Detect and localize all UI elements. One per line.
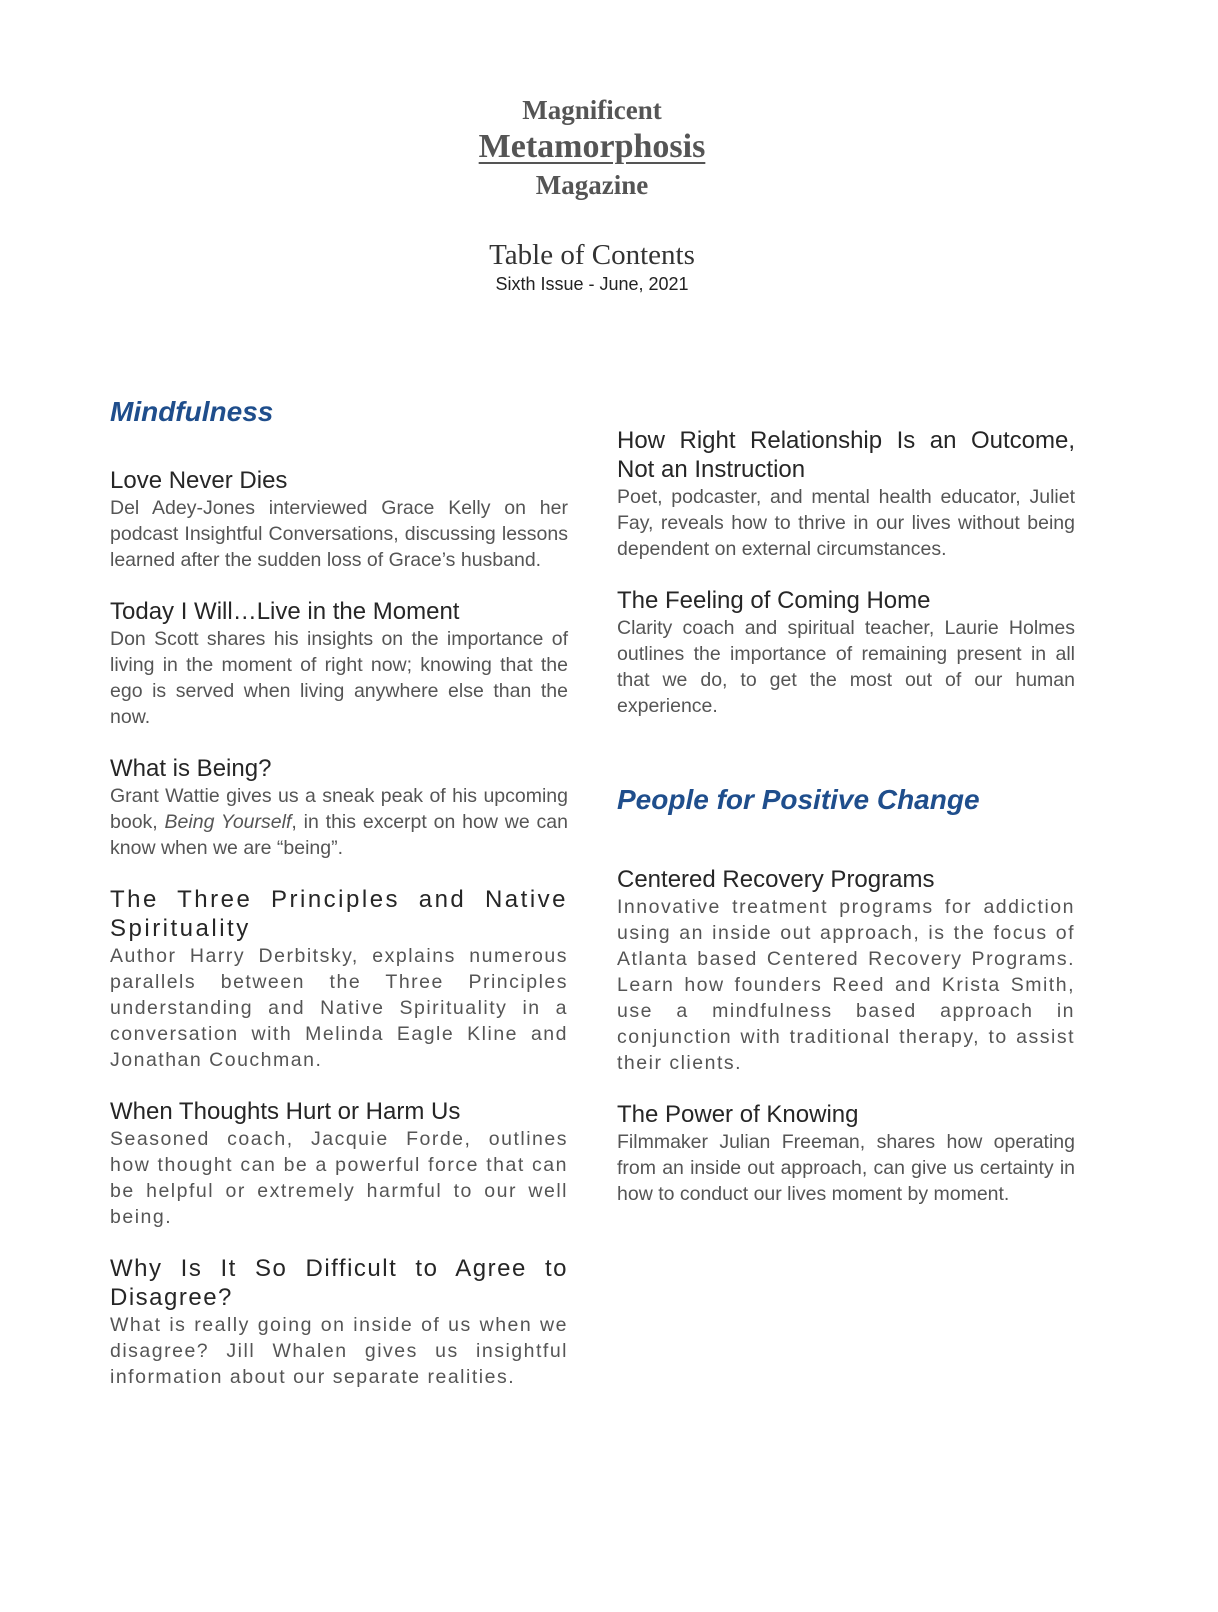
section-heading-people-for-positive-change: People for Positive Change [617,784,980,815]
toc-entry[interactable] [110,1254,568,1390]
entry-title[interactable]: When Thoughts Hurt or Harm Us [110,1098,461,1125]
entry-description: Del Adey-Jones interviewed Grace Kelly on her podcast Insightful Conversations, discussing lessons learned after the sudden loss of Grace’s husband. [110,497,568,571]
entry-description: Don Scott shares his insights on the importance of living in the moment of right now; knowing that the ego is served when living anywhere else than the now. [110,628,568,728]
entry-title[interactable]: The Three Principles and Native Spirituality [110,886,568,942]
entry-description: Filmmaker Julian Freeman, shares how operating from an inside out approach, can give us certainty in how to conduct our lives moment by moment. [617,1131,1075,1205]
entry-title[interactable]: Love Never Dies [110,467,288,494]
entry-title[interactable]: The Power of Knowing [617,1101,859,1128]
issue-label: Sixth Issue - June, 2021 [495,274,689,294]
entry-title[interactable]: What is Being? [110,755,272,782]
entry-description: Clarity coach and spiritual teacher, Laurie Holmes outlines the importance of remaining present in all that we do, to get the most out of our human experience. [617,617,1075,717]
toc-entry[interactable] [110,754,568,861]
entry-description: Innovative treatment programs for addiction using an inside out approach, is the focus of Atlanta based Centered Recovery Programs. Learn how founders Reed and Krista Smith, use a mindfulness based approach in conjunction with traditional therapy, to assist their clients. [617,896,1075,1074]
entry-title[interactable]: How Right Relationship Is an Outcome, Not an Instruction [617,427,1075,483]
masthead [0,92,1184,296]
entry-description: Poet, podcaster, and mental health educator, Juliet Fay, reveals how to thrive in our lives without being dependent on external circumstances. [617,486,1075,560]
entry-description: What is really going on inside of us when we disagree? Jill Whalen gives us insightful information about our separate realities. [110,1314,568,1388]
toc-entry[interactable] [617,1100,1075,1207]
toc-entry[interactable] [110,1097,568,1230]
section-heading-mindfulness: Mindfulness [110,396,274,427]
page-title: Table of Contents [489,239,695,271]
entry-description: Author Harry Derbitsky, explains numerous parallels between the Three Principles understanding and Native Spirituality in a conversation with Melinda Eagle Kline and Jonathan Couchman. [110,945,568,1071]
toc-entry[interactable] [110,466,568,573]
entry-description-text: Grant Wattie gives us a sneak peak of his upcoming book, [110,785,568,833]
entry-title[interactable]: The Feeling of Coming Home [617,587,931,614]
toc-entry[interactable] [617,426,1075,562]
magazine-name-line1: Magnificent [522,95,662,125]
entry-description [110,783,568,861]
magazine-name-line3: Magazine [535,170,649,200]
magazine-name-line2: Metamorphosis [478,128,706,165]
entry-description: Seasoned coach, Jacquie Forde, outlines how thought can be a powerful force that can be helpful or extremely harmful to our well being. [110,1128,568,1228]
toc-entry[interactable] [110,885,568,1073]
toc-entry[interactable] [617,586,1075,719]
toc-entry[interactable] [110,597,568,730]
entry-title[interactable]: Why Is It So Difficult to Agree to Disagree? [110,1255,568,1311]
toc-entry[interactable] [617,865,1075,1076]
right-column [617,426,1075,1207]
entry-title[interactable]: Centered Recovery Programs [617,866,935,893]
left-column [110,393,568,1390]
book-title: Being Yourself [164,811,292,833]
entry-title[interactable]: Today I Will…Live in the Moment [110,598,460,625]
entry-description-text: , in this excerpt on how we can know when we are “being”. [110,811,568,859]
